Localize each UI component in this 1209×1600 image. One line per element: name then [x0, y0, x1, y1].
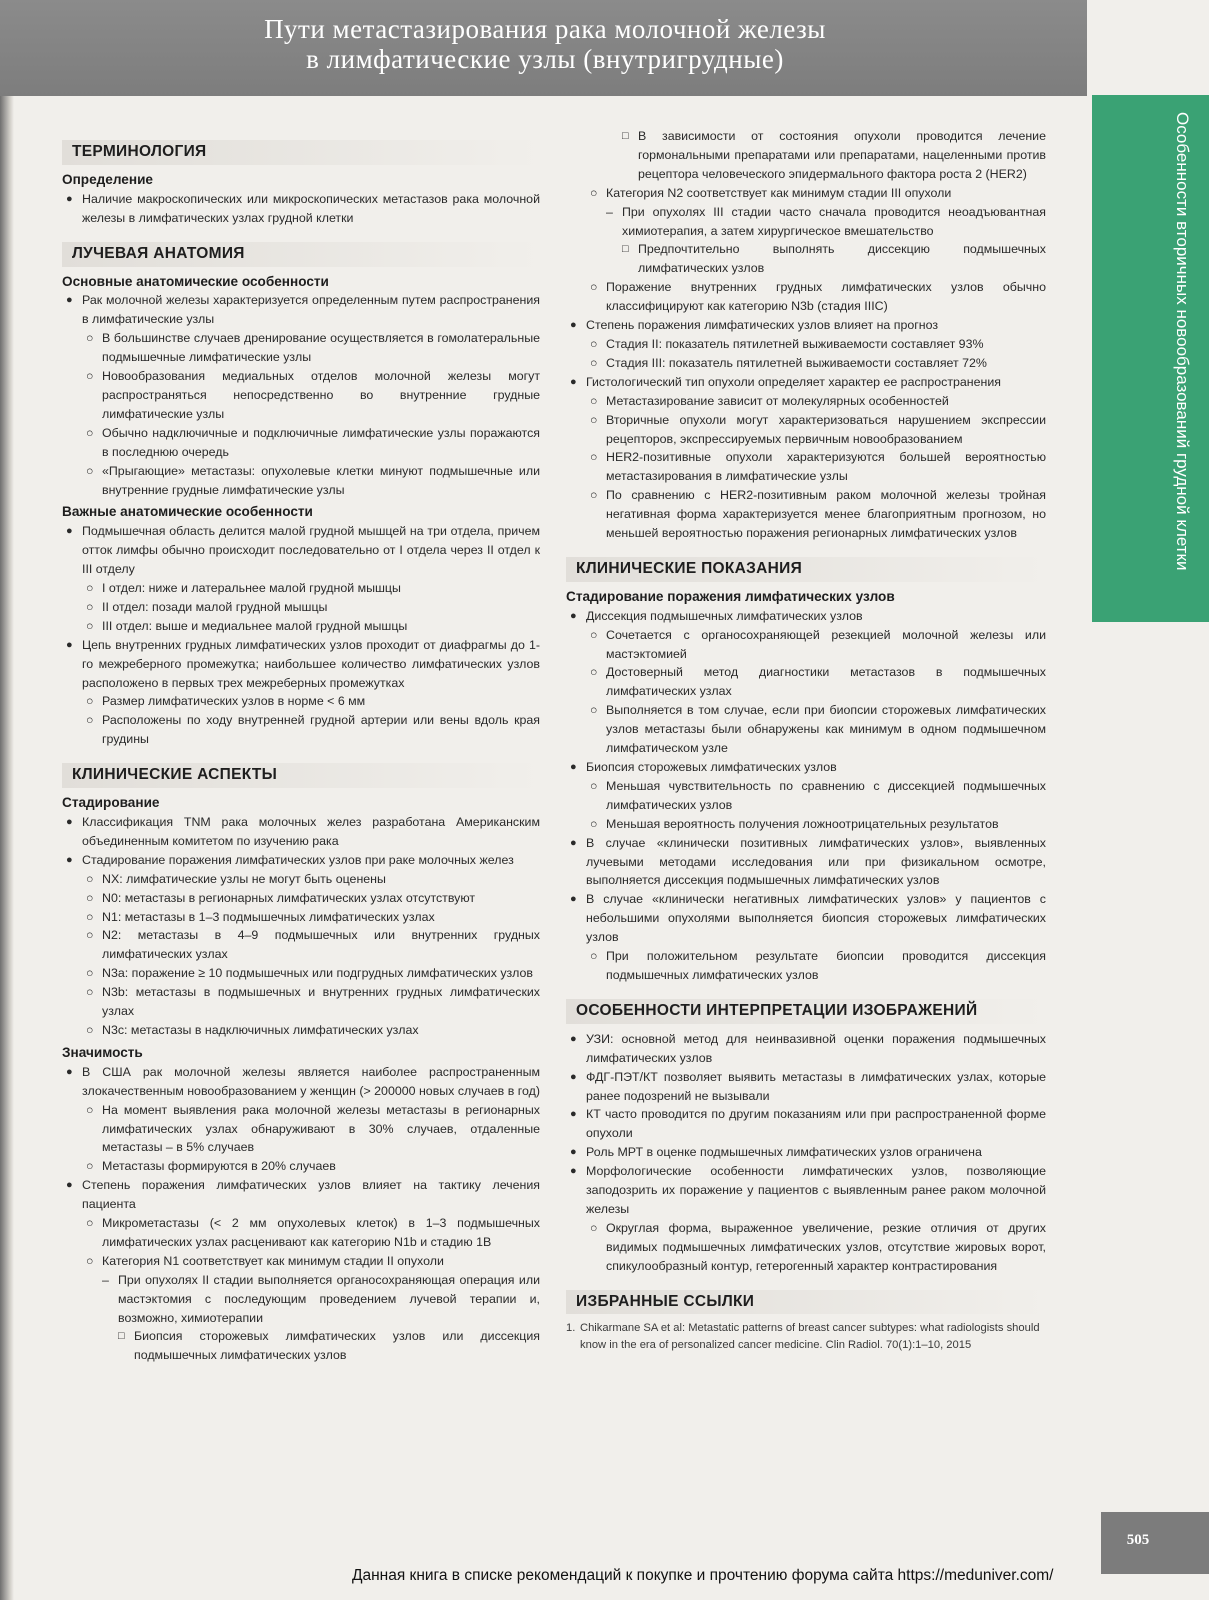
- circle-bullet-icon: ○: [86, 713, 94, 728]
- bullet-icon: ●: [570, 609, 577, 622]
- list-item: ● Биопсия сторожевых лимфатических узлов: [566, 758, 1046, 777]
- list-item: ○ Метастазирование зависит от молекулярных особенностей: [566, 392, 1046, 411]
- circle-bullet-icon: ○: [86, 890, 94, 905]
- list-item: ○ Округлая форма, выраженное увеличение, резкие отличия от других видимых подмышечных лимфатических узлов, отсутствие жировых ворот, спикулообразный контур, гетерогенный характер контрастирования: [590, 1220, 1046, 1273]
- subheading-staging: Стадирование: [62, 795, 160, 811]
- list-item: ● Стадирование поражения лимфатических узлов при раке молочных желез: [62, 851, 540, 870]
- list-item: ● В случае «клинически позитивных лимфатических узлов», выявленных лучевыми методами исследования или при физикальном осмотре, выполняется диссекция подмышечных лимфатических узлов: [570, 835, 1046, 888]
- list-item: ● Классификация TNM рака молочных желез разработана Американским объединенным комитетом по изучению рака: [66, 815, 540, 848]
- circle-bullet-icon: ○: [590, 336, 598, 351]
- circle-bullet-icon: ○: [86, 331, 94, 346]
- circle-bullet-icon: ○: [86, 928, 94, 943]
- list-item: ○ N3c: метастазы в надключичных лимфатических узлах: [62, 1021, 540, 1040]
- list-item: ● УЗИ: основной метод для неинвазивной оценки поражения подмышечных лимфатических узлов: [570, 1031, 1046, 1065]
- bullet-icon: ●: [66, 294, 73, 307]
- circle-bullet-icon: ○: [590, 412, 598, 427]
- section-heading-references: ИЗБРАННЫЕ ССЫЛКИ: [566, 1290, 1046, 1315]
- bullet-icon: ●: [570, 1146, 577, 1159]
- title-line-2: в лимфатические узлы (внутригрудные): [306, 44, 784, 74]
- list-item: ○ N0: метастазы в регионарных лимфатических узлах отсутствуют: [62, 889, 540, 908]
- list-item: ○ По сравнению с HER2-позитивным раком молочной железы тройная негативная форма характеризуется менее благоприятным прогнозом, но меньшей вероятностью поражения регионарных лимфатических узлов: [590, 488, 1046, 541]
- circle-bullet-icon: ○: [86, 1102, 94, 1117]
- list-item: ● Рак молочной железы характеризуется определенным путем распространения в лимфатические узлы: [66, 293, 540, 327]
- list-item: ○ Сочетается с органосохраняющей резекцией молочной железы или мастэктомией: [590, 627, 1046, 661]
- dash-bullet-icon: –: [606, 204, 613, 219]
- circle-bullet-icon: ○: [590, 488, 598, 503]
- circle-bullet-icon: ○: [86, 985, 94, 1000]
- circle-bullet-icon: ○: [86, 599, 94, 614]
- page-edge-shadow: [0, 0, 14, 1600]
- bullet-icon: ●: [66, 853, 73, 866]
- circle-bullet-icon: ○: [590, 1220, 598, 1235]
- subheading-lymph-staging: Стадирование поражения лимфатических узлов: [566, 588, 895, 604]
- list-item: ○ Стадия II: показатель пятилетней выживаемости составляет 93%: [566, 335, 1046, 354]
- circle-bullet-icon: ○: [86, 966, 94, 981]
- reference-item: [566, 1320, 1046, 1353]
- list-item: □ Биопсия сторожевых лимфатических узлов или диссекция подмышечных лимфатических узлов: [118, 1329, 540, 1363]
- circle-bullet-icon: ○: [590, 627, 598, 642]
- section-heading-clinical: КЛИНИЧЕСКИЕ АСПЕКТЫ: [62, 763, 540, 788]
- list-item: ○ III отдел: выше и медиальнее малой грудной мышцы: [62, 617, 540, 636]
- list-item: ○ Расположены по ходу внутренней грудной артерии или вены вдоль края грудины: [86, 713, 540, 747]
- circle-bullet-icon: ○: [86, 1253, 94, 1268]
- page-title: [150, 14, 940, 74]
- list-item: ● В случае «клинически негативных лимфатических узлов» у пациентов с небольшими опухолями выполняется биопсия сторожевых лимфатических узлов: [570, 892, 1046, 945]
- list-item: ○ Метастазы формируются в 20% случаев: [62, 1157, 540, 1176]
- circle-bullet-icon: ○: [590, 185, 598, 200]
- list-item: ○ N3b: метастазы в подмышечных и внутренних грудных лимфатических узлах: [86, 985, 540, 1019]
- circle-bullet-icon: ○: [590, 280, 598, 295]
- section-heading-imaging: ОСОБЕННОСТИ ИНТЕРПРЕТАЦИИ ИЗОБРАЖЕНИЙ: [566, 999, 1046, 1024]
- list-item: ○ Новообразования медиальных отделов молочной железы могут распространяться непосредственно во внутренние грудные лимфатические узлы: [86, 369, 540, 421]
- bullet-icon: ●: [570, 1108, 577, 1121]
- list-item: ● Наличие макроскопических или микроскопических метастазов рака молочной железы в лимфатических узлах грудной клетки: [66, 191, 540, 225]
- circle-bullet-icon: ○: [590, 816, 598, 831]
- list-item: ○ Стадия III: показатель пятилетней выживаемости составляет 72%: [566, 354, 1046, 373]
- page-number: 505: [1126, 1532, 1150, 1548]
- list-item: ● КТ часто проводится по другим показаниям или при распространенной форме опухоли: [570, 1107, 1046, 1141]
- reference-number: 1.: [566, 1322, 576, 1335]
- bullet-icon: ●: [66, 638, 73, 651]
- bullet-icon: ●: [570, 319, 577, 332]
- subheading-significance: Значимость: [62, 1044, 143, 1060]
- left-column: [62, 140, 540, 1365]
- list-item: ○ I отдел: ниже и латеральнее малой грудной мышцы: [62, 579, 540, 598]
- chapter-tab-label: Особенности вторичных новообразований грудной клетки: [1173, 112, 1192, 571]
- square-bullet-icon: □: [118, 1330, 125, 1343]
- bullet-icon: ●: [570, 893, 577, 906]
- footer-note: Данная книга в списке рекомендаций к покупке и прочтению форума сайта https://meduniver.com/: [352, 1567, 1054, 1584]
- section-heading-anatomy: ЛУЧЕВАЯ АНАТОМИЯ: [62, 242, 540, 267]
- list-item: ● Подмышечная область делится малой грудной мышцей на три отдела, причем отток лимфы обычно происходит последовательно от I отдела через II отдел к III отделу: [66, 524, 540, 577]
- list-item: ○ Вторичные опухоли могут характеризоваться нарушением экспрессии рецепторов, экспрессируемых первичным новообразованием: [590, 412, 1046, 446]
- circle-bullet-icon: ○: [590, 450, 598, 465]
- circle-bullet-icon: ○: [86, 369, 94, 384]
- bullet-icon: ●: [570, 836, 577, 849]
- section-heading-indications: КЛИНИЧЕСКИЕ ПОКАЗАНИЯ: [566, 557, 1046, 582]
- bullet-icon: ●: [66, 1065, 73, 1078]
- list-item: □ В зависимости от состояния опухоли проводится лечение гормональными препаратами или препаратами, нацеленными против рецептора человеческого эпидермального фактора роста 2 (HER2): [622, 129, 1046, 181]
- subheading-main-features: Основные анатомические особенности: [62, 273, 329, 289]
- list-item: ○ «Прыгающие» метастазы: опухолевые клетки минуют подмышечные или внутренние грудные лимфатические узлы: [86, 463, 540, 497]
- list-item: ● Степень поражения лимфатических узлов влияет на тактику лечения пациента: [66, 1178, 540, 1212]
- list-item: ○ Микрометастазы (< 2 мм опухолевых клеток) в 1–3 подмышечных лимфатических узлах расценивают как категорию N1b и стадию 1B: [86, 1216, 540, 1249]
- circle-bullet-icon: ○: [86, 1022, 94, 1037]
- bullet-icon: ●: [570, 761, 577, 773]
- list-item: ○ Обычно надключичные и подключичные лимфатические узлы поражаются в последнюю очередь: [86, 425, 540, 459]
- bullet-icon: ●: [570, 375, 577, 388]
- list-item: – При опухолях II стадии выполняется органосохраняющая операция или мастэктомия с последующим проведением лучевой терапии и, возможно, химиотерапии: [102, 1272, 540, 1325]
- bullet-icon: ●: [570, 1070, 577, 1083]
- dash-bullet-icon: –: [102, 1272, 109, 1287]
- circle-bullet-icon: ○: [590, 703, 598, 718]
- section-heading-terminology: ТЕРМИНОЛОГИЯ: [62, 140, 540, 165]
- circle-bullet-icon: ○: [86, 581, 94, 596]
- list-item: ○ Категория N2 соответствует как минимум стадии III опухоли: [566, 184, 1046, 203]
- bullet-icon: ●: [570, 1032, 577, 1045]
- circle-bullet-icon: ○: [590, 393, 598, 408]
- list-item: ○ Меньшая чувствительность по сравнению с диссекцией подмышечных лимфатических узлов: [590, 778, 1046, 812]
- circle-bullet-icon: ○: [590, 949, 598, 964]
- bullet-icon: ●: [570, 1165, 577, 1178]
- list-item: ○ NX: лимфатические узлы не могут быть оценены: [62, 870, 540, 889]
- bullet-icon: ●: [66, 1179, 73, 1192]
- list-item: ○ На момент выявления рака молочной железы метастазы в регионарных лимфатических узлах обнаруживают в 30% случаев, отдаленные метастазы – в 5% случаев: [86, 1102, 540, 1155]
- list-item: ● Цепь внутренних грудных лимфатических узлов проходит от диафрагмы до 1-го межреберного промежутка; наибольшее количество лимфатических узлов расположено в первых трех межреберных промежутках: [66, 637, 540, 690]
- circle-bullet-icon: ○: [590, 355, 598, 370]
- circle-bullet-icon: ○: [86, 618, 94, 633]
- list-item: ○ Меньшая вероятность получения ложноотрицательных результатов: [566, 815, 1046, 834]
- list-item: ○ При положительном результате биопсии проводится диссекция подмышечных лимфатических узлов: [590, 949, 1046, 982]
- list-item: ● ФДГ-ПЭТ/КТ позволяет выявить метастазы в лимфатических узлах, которые ранее подозрений не вызывали: [570, 1069, 1046, 1103]
- list-item: ○ N3a: поражение ≥ 10 подмышечных или подгрудных лимфатических узлов: [62, 964, 540, 983]
- list-item: ○ Поражение внутренних грудных лимфатических узлов обычно классифицируют как категорию N3b (стадия IIIC): [590, 280, 1046, 314]
- circle-bullet-icon: ○: [86, 1216, 94, 1231]
- list-item: ○ N2: метастазы в 4–9 подмышечных или внутренних грудных лимфатических узлах: [86, 928, 540, 962]
- subheading-definition: Определение: [62, 171, 153, 187]
- reference-text: Chikarmane SA et al: Metastatic patterns of breast cancer subtypes: what radiologists should know in the era of personalized cancer medicine. Clin Radiol. 70(1):1–10, 2015: [580, 1322, 1040, 1351]
- list-item: ○ N1: метастазы в 1–3 подмышечных лимфатических узлах: [62, 908, 540, 927]
- circle-bullet-icon: ○: [86, 1159, 94, 1174]
- bullet-icon: ●: [66, 525, 73, 538]
- list-item: ○ HER2-позитивные опухоли характеризуются большей вероятностью метастазирования в лимфатические узлы: [590, 450, 1046, 484]
- square-bullet-icon: □: [622, 130, 629, 142]
- circle-bullet-icon: ○: [86, 463, 94, 478]
- list-item: ○ II отдел: позади малой грудной мышцы: [62, 598, 540, 617]
- subheading-important-features: Важные анатомические особенности: [62, 504, 313, 520]
- list-item: ● Морфологические особенности лимфатических узлов, позволяющие заподозрить их поражение у пациентов с выявленным ранее раком молочной железы: [570, 1164, 1046, 1216]
- list-item: – При опухолях III стадии часто сначала проводится неоадъювантная химиотерапия, а затем хирургическое вмешательство: [606, 204, 1046, 238]
- circle-bullet-icon: ○: [590, 665, 598, 680]
- circle-bullet-icon: ○: [86, 425, 94, 440]
- list-item: □ Предпочтительно выполнять диссекцию подмышечных лимфатических узлов: [622, 242, 1046, 276]
- bullet-icon: ●: [66, 816, 73, 828]
- bullet-icon: ●: [66, 192, 73, 205]
- square-bullet-icon: □: [622, 243, 629, 256]
- circle-bullet-icon: ○: [590, 778, 598, 793]
- right-column: [566, 127, 1046, 1353]
- list-item: ● Степень поражения лимфатических узлов влияет на прогноз: [566, 316, 1046, 335]
- list-item: ○ Категория N1 соответствует как минимум стадии II опухоли: [62, 1252, 540, 1271]
- list-item: ○ Размер лимфатических узлов в норме < 6 мм: [62, 692, 540, 711]
- list-item: ● Роль МРТ в оценке подмышечных лимфатических узлов ограничена: [566, 1143, 1046, 1162]
- list-item: ○ В большинстве случаев дренирование осуществляется в гомолатеральные подмышечные лимфатические узлы: [86, 331, 540, 365]
- circle-bullet-icon: ○: [86, 871, 94, 886]
- circle-bullet-icon: ○: [86, 909, 94, 924]
- list-item: ● Гистологический тип опухоли определяет характер ее распространения: [566, 373, 1046, 392]
- title-line-1: Пути метастазирования рака молочной железы: [264, 14, 826, 44]
- circle-bullet-icon: ○: [86, 694, 94, 709]
- list-item: ● В США рак молочной железы является наиболее распространенным злокачественным новообразованием у женщин (> 200000 новых случаев в год): [66, 1064, 540, 1098]
- list-item: ○ Выполняется в том случае, если при биопсии сторожевых лимфатических узлов метастазы были обнаружены как минимум в одном подмышечном лимфатическом узле: [590, 703, 1046, 756]
- list-item: ● Диссекция подмышечных лимфатических узлов: [566, 607, 1046, 626]
- list-item: ○ Достоверный метод диагностики метастазов в подмышечных лимфатических узлах: [590, 665, 1046, 699]
